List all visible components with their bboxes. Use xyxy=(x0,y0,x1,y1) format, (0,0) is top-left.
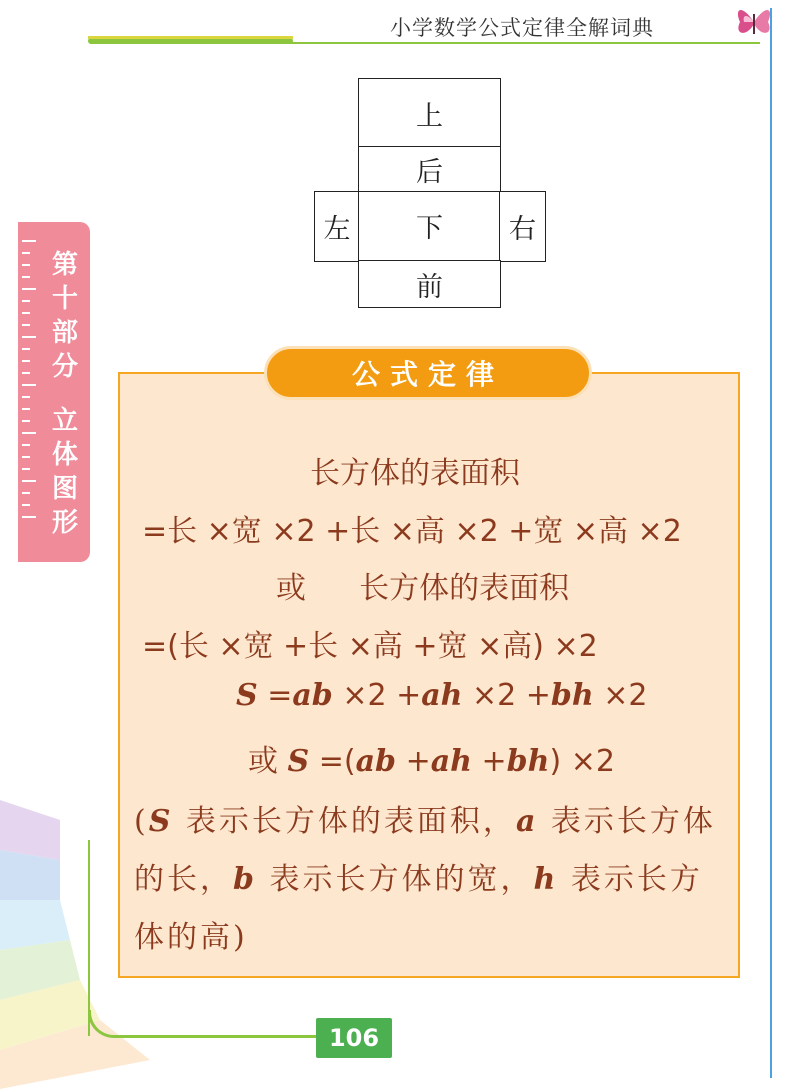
net-face-right: 右 xyxy=(499,191,546,262)
butterfly-icon xyxy=(732,2,776,42)
formula-line xyxy=(248,736,615,780)
rainbow-decoration xyxy=(0,800,160,1089)
var-ah: ah xyxy=(430,744,472,779)
bottom-decor-hline xyxy=(116,1035,326,1038)
chapter-char: 分 xyxy=(51,352,78,382)
chapter-char: 体 xyxy=(51,440,78,470)
formula-line: =(长 ×宽 +长 ×高 +宽 ×高) ×2 xyxy=(142,629,598,664)
formula-line: =长 ×宽 ×2 +长 ×高 ×2 +宽 ×高 ×2 xyxy=(142,514,682,549)
formula-op: = xyxy=(257,678,293,713)
note-text: 表示长方体的表面积， xyxy=(173,804,516,839)
page-number: 106 xyxy=(316,1018,392,1058)
net-face-back: 后 xyxy=(358,146,501,193)
book-title: 小学数学公式定律全解词典 xyxy=(390,16,654,40)
chapter-label xyxy=(48,248,82,540)
bottom-decor-line xyxy=(88,840,90,1036)
formula-op: ×2 xyxy=(593,678,648,713)
formula-op: ×2 + xyxy=(332,678,422,713)
header-divider xyxy=(290,42,760,44)
chapter-gap xyxy=(48,384,82,404)
var-h: h xyxy=(533,862,559,897)
formula-op: + xyxy=(396,744,431,779)
formula-line xyxy=(276,563,569,607)
chapter-char: 图 xyxy=(51,474,78,504)
section-banner: 公式定律 xyxy=(264,346,592,400)
chapter-char: 形 xyxy=(51,508,78,538)
var-s: S xyxy=(287,744,310,779)
var-s: S xyxy=(236,678,258,713)
note-text: 表示长方 xyxy=(558,862,703,897)
var-ab: ab xyxy=(355,744,397,779)
net-face-left: 左 xyxy=(314,191,360,262)
chapter-char: 立 xyxy=(51,406,78,436)
net-face-front: 前 xyxy=(358,260,501,308)
formula-text: 长方体的表面积 xyxy=(359,571,570,606)
note-text: ( xyxy=(134,804,149,839)
formula-line xyxy=(236,678,647,713)
var-s: S xyxy=(148,804,174,839)
var-bh: bh xyxy=(506,744,550,779)
chapter-char: 十 xyxy=(51,284,78,314)
variable-note-line: 体的高) xyxy=(134,920,248,955)
net-face-bottom: 下 xyxy=(358,191,501,262)
var-ab: ab xyxy=(292,678,333,713)
formula-op: + xyxy=(471,744,507,779)
net-face-top: 上 xyxy=(358,78,501,148)
var-a: a xyxy=(515,804,539,839)
note-text: 表示长方体 xyxy=(538,804,716,839)
formula-line: 长方体的表面积 xyxy=(310,456,520,491)
chapter-char: 第 xyxy=(51,250,78,280)
note-text: 的长， xyxy=(134,862,233,897)
var-bh: bh xyxy=(550,678,594,713)
formula-op: ) ×2 xyxy=(549,744,615,779)
var-ah: ah xyxy=(421,678,463,713)
ruler-marks xyxy=(22,240,40,540)
formula-op: =( xyxy=(309,744,356,779)
formula-op: ×2 + xyxy=(462,678,551,713)
or-word: 或 xyxy=(248,744,278,779)
variable-note-line xyxy=(134,854,703,898)
or-word: 或 xyxy=(276,571,306,606)
note-text: 表示长方体的宽， xyxy=(256,862,534,897)
chapter-char: 部 xyxy=(51,318,78,348)
header-accent-stripe xyxy=(88,36,293,39)
var-b: b xyxy=(233,862,257,897)
variable-note-line xyxy=(134,796,716,840)
